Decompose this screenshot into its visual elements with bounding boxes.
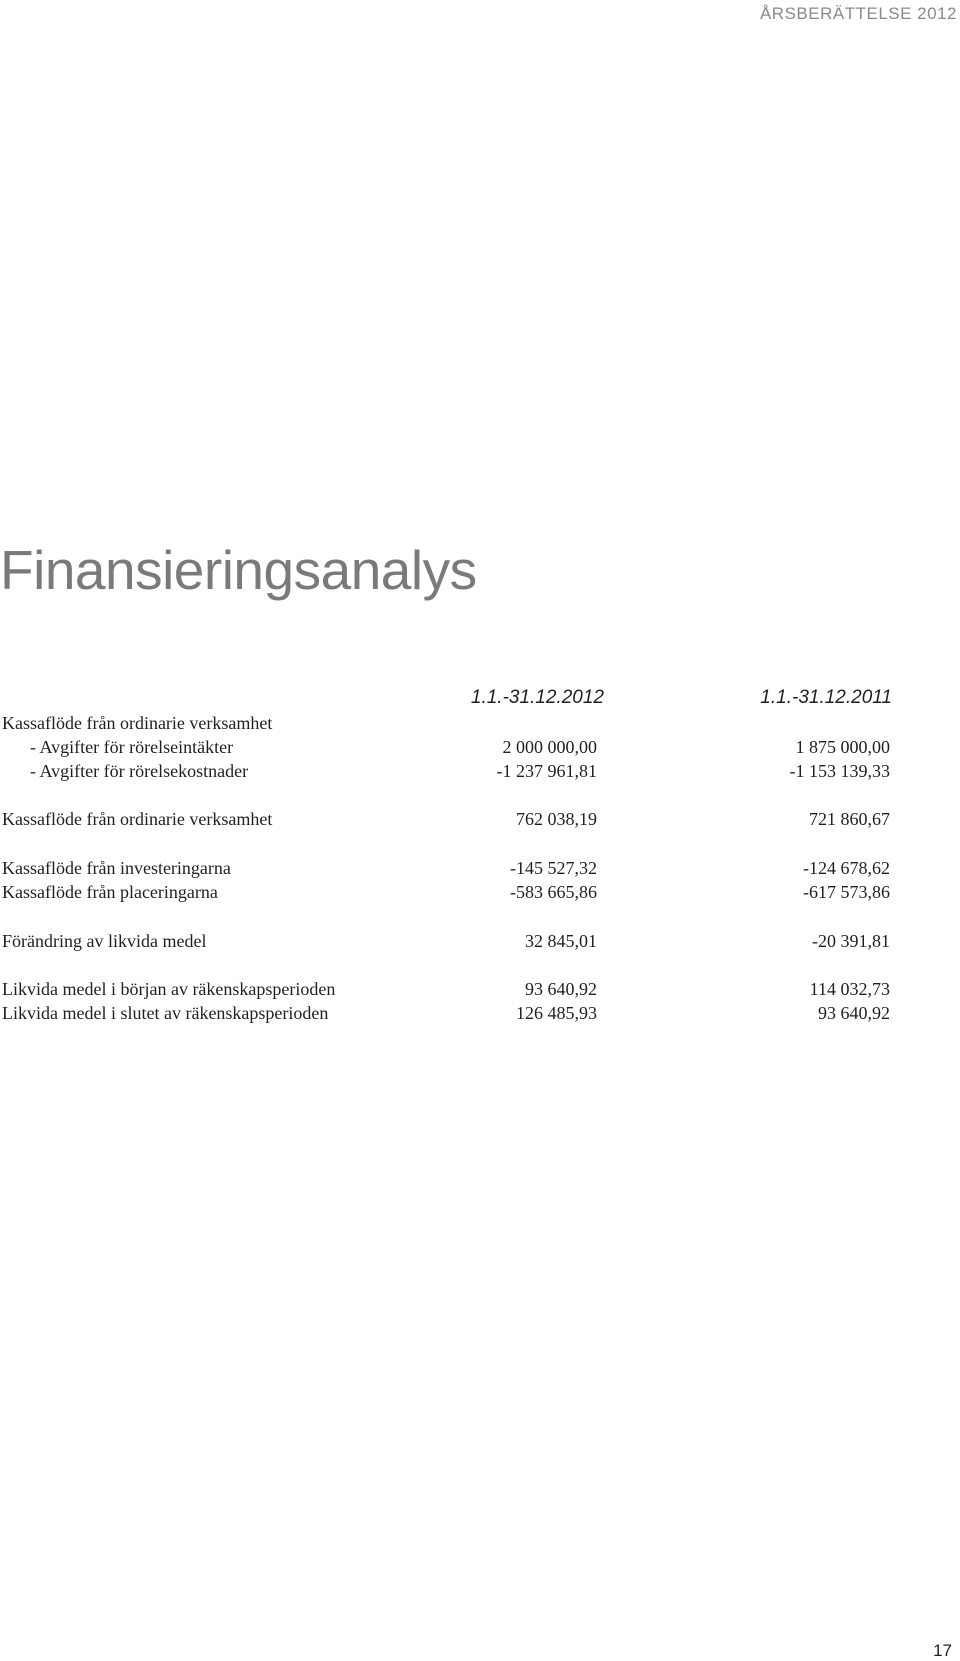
column-header-2011: 1.1.-31.12.2011 xyxy=(760,687,892,708)
row-label: Likvida medel i slutet av räkenskapsperioden xyxy=(2,1003,329,1023)
table-row xyxy=(0,879,960,905)
row-label: Kassaflöde från placeringarna xyxy=(2,882,218,902)
value-2012: 2 000 000,00 xyxy=(502,737,597,757)
value-2012: -1 237 961,81 xyxy=(496,761,597,781)
table-header-row xyxy=(0,685,960,711)
value-2011: -1 153 139,33 xyxy=(789,761,890,781)
row-label: Kassaflöde från investeringarna xyxy=(2,858,231,878)
row-label: Förändring av likvida medel xyxy=(2,931,207,951)
table-row xyxy=(0,855,960,881)
row-label: Likvida medel i början av räkenskapsperioden xyxy=(2,979,336,999)
value-2011: 93 640,92 xyxy=(818,1003,890,1023)
value-2011: 721 860,67 xyxy=(809,809,890,829)
table-row xyxy=(0,806,960,832)
value-2011: 114 032,73 xyxy=(809,979,890,999)
page-number: 17 xyxy=(933,1641,952,1660)
table-row xyxy=(0,758,960,784)
value-2011: -20 391,81 xyxy=(812,931,890,951)
value-2012: 93 640,92 xyxy=(525,979,597,999)
value-2012: -583 665,86 xyxy=(510,882,597,902)
running-header: ÅRSBERÄTTELSE 2012 xyxy=(759,4,957,23)
value-2012: -145 527,32 xyxy=(510,858,597,878)
value-2012: 762 038,19 xyxy=(516,809,597,829)
table-row xyxy=(0,1000,960,1026)
section-heading: Kassaflöde från ordinarie verksamhet xyxy=(2,713,273,733)
table-row xyxy=(0,976,960,1002)
value-2011: 1 875 000,00 xyxy=(795,737,890,757)
page-title: Finansieringsanalys xyxy=(0,539,477,601)
row-label: - Avgifter för rörelseintäkter xyxy=(30,737,234,757)
value-2011: -124 678,62 xyxy=(803,858,890,878)
row-label: - Avgifter för rörelsekostnader xyxy=(30,761,249,781)
value-2012: 32 845,01 xyxy=(525,931,597,951)
column-header-2012: 1.1.-31.12.2012 xyxy=(470,687,604,708)
section-heading-row xyxy=(0,710,960,736)
table-row xyxy=(0,734,960,760)
row-label: Kassaflöde från ordinarie verksamhet xyxy=(2,809,273,829)
value-2011: -617 573,86 xyxy=(803,882,890,902)
table-row xyxy=(0,928,960,954)
value-2012: 126 485,93 xyxy=(516,1003,597,1023)
